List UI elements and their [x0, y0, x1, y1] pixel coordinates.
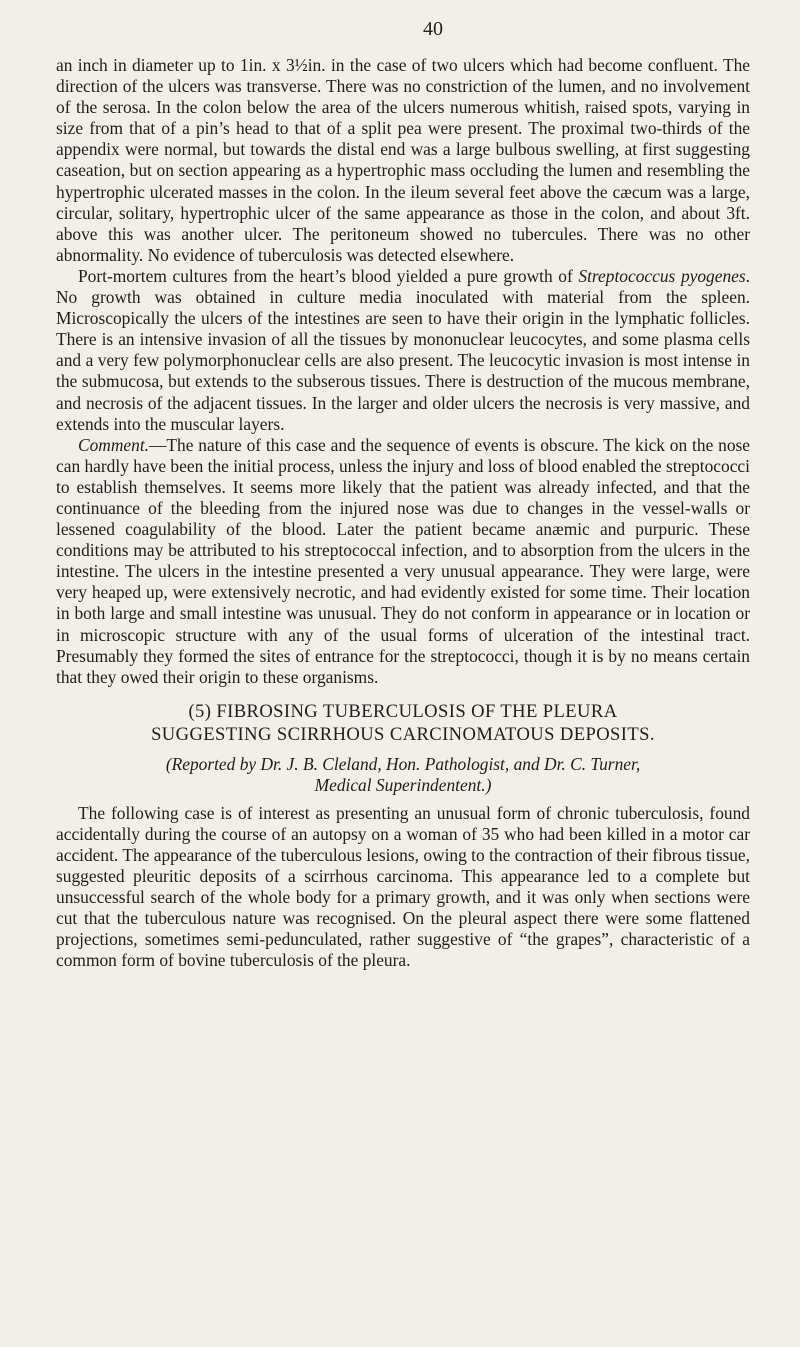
section-heading	[56, 700, 750, 746]
section-heading-line-1: (5) FIBROSING TUBERCULOSIS OF THE PLEURA	[188, 700, 618, 722]
paragraph-case-description: The following case is of interest as presenting an unusual form of chronic tuberculosis, found accidentally during the course of an autopsy on a woman of 35 who had been killed in a motor car accident. The appearance of the tuberculous lesions, owing to the contraction of their fibrous tissue, suggested pleuritic deposits of a scirrhous carcinoma. This appearance led to a complete but unsuccessful search of the whole body for a primary growth, and it was only when sections were cut that the tuberculous nature was recognised. On the pleural aspect there were some flattened projections, sometimes semi-pedunculated, rather suggestive of “the grapes”, characteristic of a common form of bovine tuberculosis of the pleura.	[56, 802, 750, 971]
comment-label: Comment.	[78, 434, 150, 455]
byline-line-2: Medical Superindentent.)	[314, 775, 492, 796]
postmortem-text-after: . No growth was obtained in culture media inoculated with material from the spleen. Microscopically the ulcers of the intestines are seen to have their origin in the lymphatic follicles. There is an intensive invasion of all the tissues by mononuclear leucocytes, and some plasma cells and a very few polymorphonuclear cells are also present. The leucocytic invasion is most intense in the submucosa, but extends to the subserous tissues. There is destruction of the mucous membrane, and necrosis of the adjacent tissues. In the larger and older ulcers the necrosis is very massive, and extends into the muscular layers.	[56, 265, 751, 434]
paragraph-postmortem-cultures	[56, 266, 750, 435]
page-number: 40	[423, 18, 443, 40]
paragraph-ulcer-description: an inch in diameter up to 1in. x 3½in. in the case of two ulcers which had become confluent. The direction of the ulcers was transverse. There was no constriction of the lumen, and no involvement of the serosa. In the colon below the area of the ulcers numerous whitish, raised spots, varying in size from that of a pin’s head to that of a split pea were present. The proximal two-thirds of the appendix were normal, but towards the distal end was a large bulbous swelling, at first suggesting caseation, but on section appearing as a hypertrophic mass occluding the lumen and resembling the hypertrophic ulcerated masses in the colon. In the ileum several feet above the cæcum was a large, circular, solitary, hypertrophic ulcer of the same appearance as those in the colon, and about 3ft. above this was another ulcer. The peritoneum showed no tubercules. There was no other abnormality. No evidence of tuberculosis was detected elsewhere.	[56, 55, 750, 265]
section-heading-line-2: SUGGESTING SCIRRHOUS CARCINOMATOUS DEPOSITS.	[151, 723, 655, 745]
organism-name: Streptococcus pyogenes	[578, 265, 746, 286]
comment-text: —The nature of this case and the sequence of events is obscure. The kick on the nose can hardly have been the initial process, unless the injury and loss of blood enabled the streptococci to establish themselves. It seems more likely that the patient was already infected, and that the continuance of the bleeding from the injured nose was due to changes in the vessel-walls or lessened coagulability of the blood. Later the patient became anæmic and purpuric. These conditions may be attributed to his streptococcal infection, and to absorption from the ulcers in the intestine. The ulcers in the intestine presented a very unusual appearance. They were large, were very heaped up, were extensively necrotic, and had evidently existed for some time. Their location in both large and small intestine was unusual. They do not conform in appearance or in location or in microscopic structure with any of the usual forms of ulceration of the intestinal tract. Presumably they formed the sites of entrance for the streptococci, though it is by no means certain that they owed their origin to these organisms.	[56, 434, 750, 687]
postmortem-text-before: Port-mortem cultures from the heart’s blood yielded a pure growth of	[78, 265, 579, 286]
paragraph-comment	[56, 435, 750, 688]
section-byline	[56, 754, 750, 797]
byline-line-1: (Reported by Dr. J. B. Cleland, Hon. Pathologist, and Dr. C. Turner,	[165, 753, 641, 774]
